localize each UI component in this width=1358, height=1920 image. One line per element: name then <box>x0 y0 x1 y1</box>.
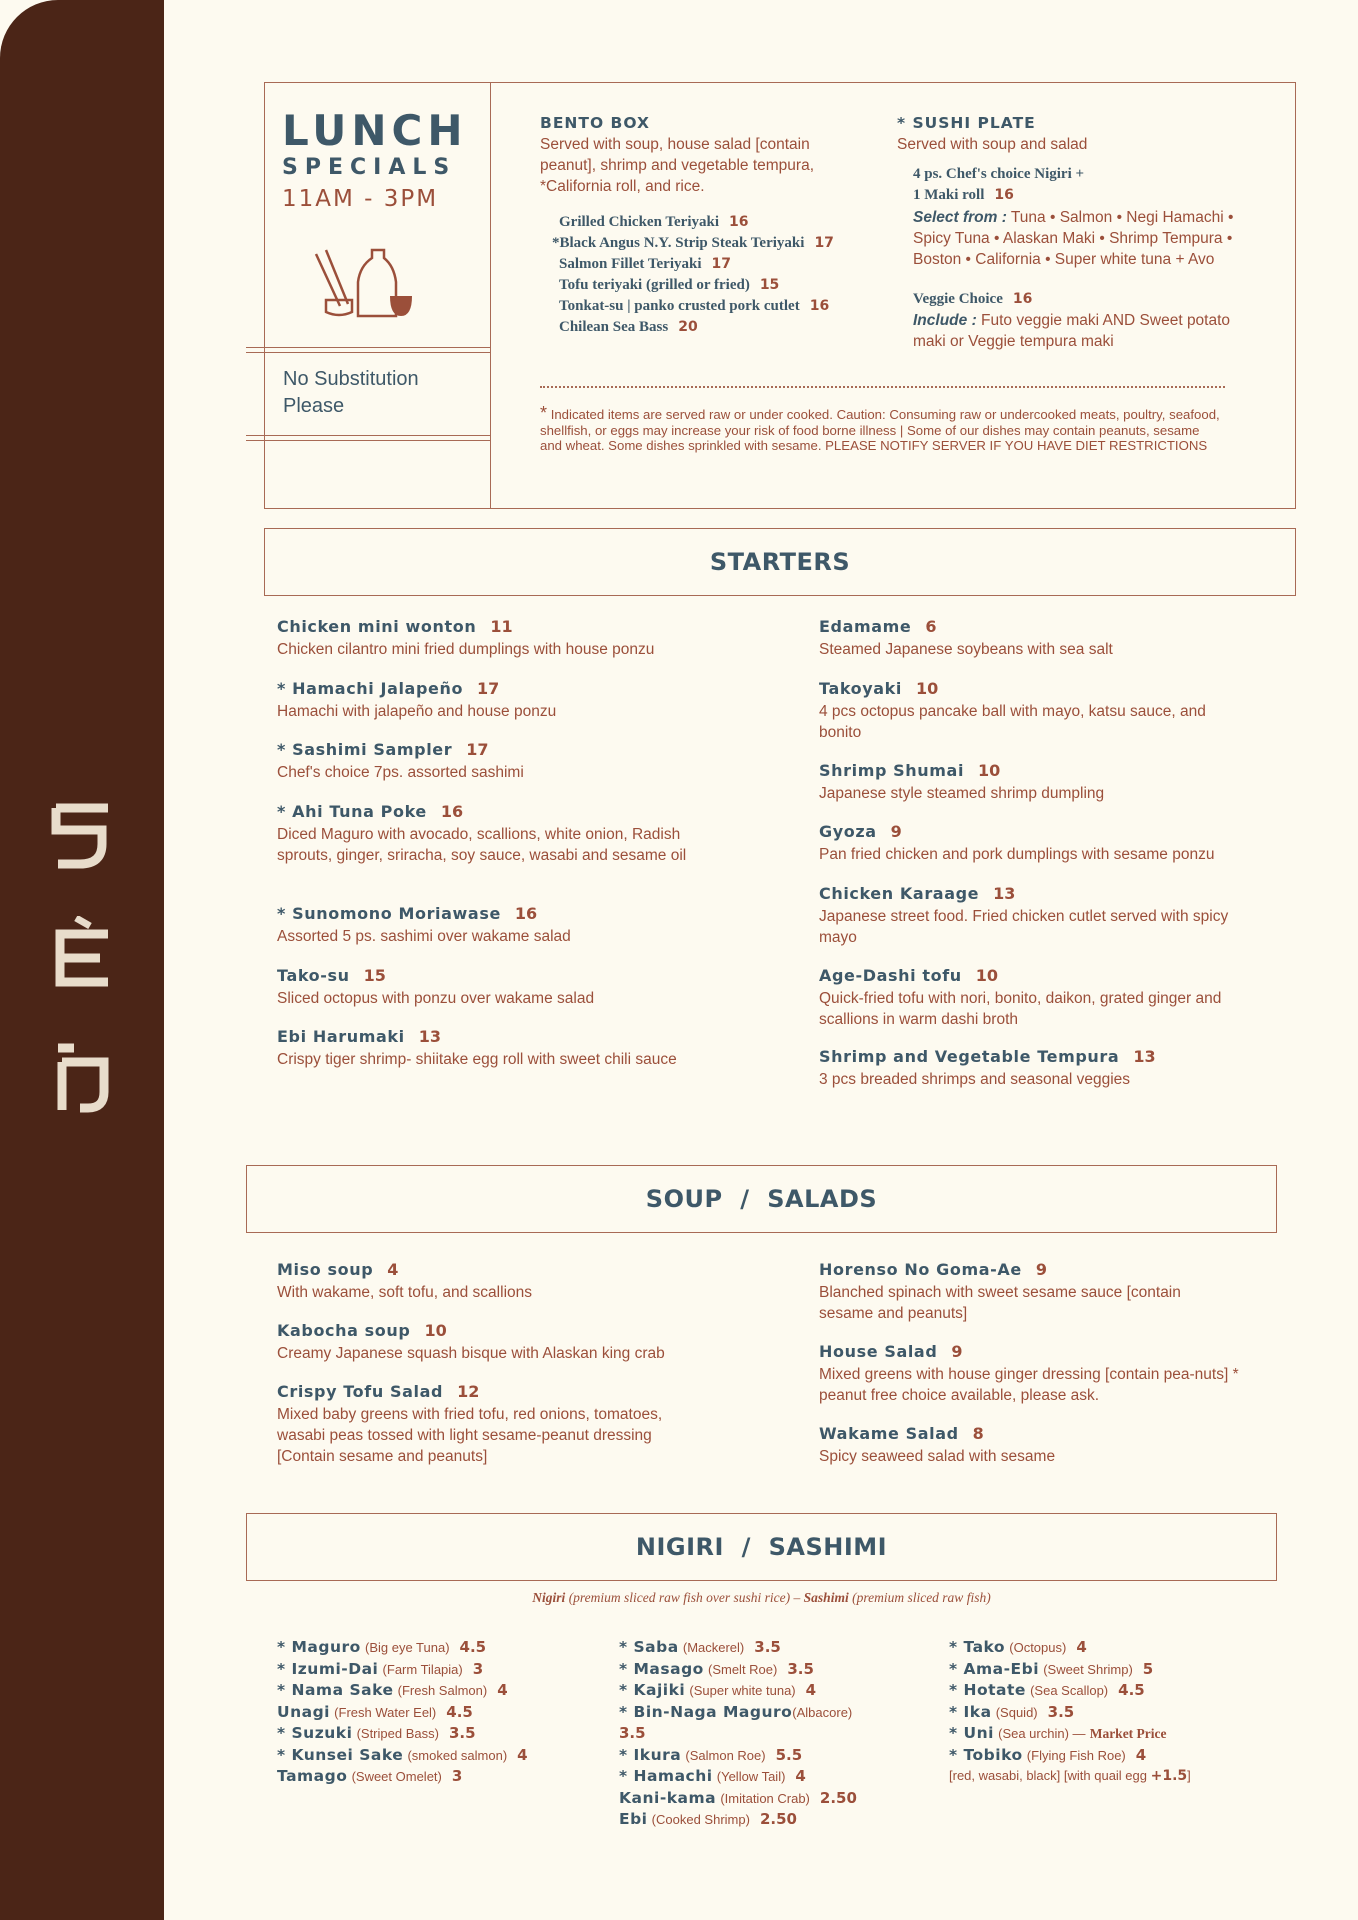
menu-item: * Sashimi Sampler 17 Chef's choice 7ps. assorted sashimi <box>277 740 524 781</box>
menu-item: * Sunomono Moriawase 16 Assorted 5 ps. sashimi over wakame salad <box>277 904 571 945</box>
bento-item: *Black Angus N.Y. Strip Steak Teriyaki 17 <box>552 235 834 251</box>
bento-desc: Served with soup, house salad [contain peanut], shrimp and vegetable tempura, *California roll, and rice. <box>540 136 815 195</box>
sake-illustration-icon <box>310 246 414 320</box>
menu-item: Shrimp and Vegetable Tempura 13 3 pcs breaded shrimps and seasonal veggies <box>819 1047 1156 1088</box>
nigiri-item: * Tako (Octopus) 4 <box>949 1638 1087 1656</box>
nigiri-column-2 <box>619 1637 939 1831</box>
soup-salads-header: SOUP / SALADS <box>246 1165 1277 1233</box>
nigiri-column-3 <box>949 1637 1249 1787</box>
bento-box-section <box>540 114 840 197</box>
sushi-plate-line: 1 Maki roll 16 <box>913 187 1014 203</box>
menu-item: Chicken mini wonton 11 Chicken cilantro mini fried dumplings with house ponzu <box>277 617 655 658</box>
bento-item: Tonkat-su | panko crusted pork cutlet 16 <box>559 298 830 314</box>
menu-item: Chicken Karaage 13 Japanese street food. Fried chicken cutlet served with spicy mayo <box>819 884 1229 946</box>
nigiri-column-1 <box>277 1637 577 1788</box>
nigiri-item: Unagi (Fresh Water Eel) 4.5 <box>277 1702 473 1721</box>
nigiri-item: * Izumi-Dai (Farm Tilapia) 3 <box>277 1659 484 1678</box>
sushi-plate-section <box>897 114 1237 155</box>
nigiri-item: * Ikura (Salmon Roe) 5.5 <box>619 1745 803 1764</box>
nigiri-item: 3.5 <box>619 1724 646 1742</box>
bento-item: Salmon Fillet Teriyaki 17 <box>559 256 731 272</box>
nigiri-item: * Ika (Squid) 3.5 <box>949 1702 1075 1721</box>
nigiri-item: * Hotate (Sea Scallop) 4.5 <box>949 1681 1145 1699</box>
bento-items <box>552 212 912 338</box>
bento-item: Tofu teriyaki (grilled or fried) 15 <box>559 277 780 293</box>
raw-food-disclaimer: * Indicated items are served raw or under cooked. Caution: Consuming raw or undercooked meats, poultry, seafood, shellfish, or eggs may increase your risk of food borne illness | Some of our dishes may contain peanuts, sesame and wheat. Some dishes sprinkled with sesame. PLEASE NOTIFY SERVER IF YOU HAVE DIET RESTRICTIONS <box>540 403 1220 453</box>
nigiri-item: Kani-kama (Imitation Crab) 2.50 <box>619 1788 857 1807</box>
sushi-plate-details <box>913 164 1243 352</box>
menu-item: * Hamachi Jalapeño 17 Hamachi with jalapeño and house ponzu <box>277 679 557 720</box>
menu-item: Horenso No Goma-Ae 9 Blanched spinach with sweet sesame sauce [contain sesame and peanuts] <box>819 1260 1181 1322</box>
menu-item: Edamame 6 Steamed Japanese soybeans with sea salt <box>819 617 1113 658</box>
nigiri-item: * Ama-Ebi (Sweet Shrimp) 5 <box>949 1659 1154 1678</box>
menu-item: Crispy Tofu Salad 12 Mixed baby greens with fried tofu, red onions, tomatoes, wasabi peas tossed with light sesame-peanut dressing [Contain sesame and peanuts] <box>277 1382 663 1465</box>
nigiri-item: * Kunsei Sake (smoked salmon) 4 <box>277 1745 528 1764</box>
nigiri-subtitle: Nigiri (premium sliced raw fish over sushi rice) – Sashimi (premium sliced raw fish) <box>532 1590 991 1605</box>
menu-item: Miso soup 4 With wakame, soft tofu, and scallions <box>277 1260 533 1301</box>
menu-item: Kabocha soup 10 Creamy Japanese squash bisque with Alaskan king crab <box>277 1321 665 1362</box>
nigiri-item: * Maguro (Big eye Tuna) 4.5 <box>277 1638 487 1656</box>
nigiri-item: * Nama Sake (Fresh Salmon) 4 <box>277 1681 508 1699</box>
bento-item: Chilean Sea Bass 20 <box>559 319 698 335</box>
menu-item: Tako-su 15 Sliced octopus with ponzu over wakame salad <box>277 966 595 1007</box>
nigiri-sashimi-header: NIGIRI / SASHIMI <box>246 1513 1277 1581</box>
nigiri-item: * Hamachi (Yellow Tail) 4 <box>619 1767 806 1785</box>
sushi-plate-select: Select from : Tuna • Salmon • Negi Hamachi • Spicy Tuna • Alaskan Maki • Shrimp Tempura • Boston • California • Super white tuna + Avo <box>913 209 1234 268</box>
menu-item: Age-Dashi tofu 10 Quick-fried tofu with nori, bonito, daikon, grated ginger and scallions in warm dashi broth <box>819 966 1222 1028</box>
tobiko-note: [red, wasabi, black] [with quail egg +1.5] <box>949 1768 1191 1784</box>
menu-item: Takoyaki 10 4 pcs octopus pancake ball with mayo, katsu sauce, and bonito <box>819 679 1206 741</box>
veggie-include: Include : Futo veggie maki AND Sweet potato maki or Veggie tempura maki <box>913 312 1231 350</box>
sushi-plate-desc: Served with soup and salad <box>897 136 1088 153</box>
menu-item: Ebi Harumaki 13 Crispy tiger shrimp- shiitake egg roll with sweet chili sauce <box>277 1027 677 1068</box>
menu-item: Shrimp Shumai 10 Japanese style steamed shrimp dumpling <box>819 761 1105 802</box>
nigiri-item: * Tobiko (Flying Fish Roe) 4 <box>949 1745 1147 1764</box>
menu-item: House Salad 9 Mixed greens with house ginger dressing [contain pea-nuts] * peanut free choice available, please ask. <box>819 1342 1239 1404</box>
bento-item: Grilled Chicken Teriyaki 16 <box>559 214 749 230</box>
sushi-plate-title: * SUSHI PLATE <box>897 114 1036 132</box>
sushi-plate-line: 4 ps. Chef's choice Nigiri + <box>913 166 1085 182</box>
menu-item: * Ahi Tuna Poke 16 Diced Maguro with avocado, scallions, white onion, Radish sprouts, ginger, sriracha, soy sauce, wasabi and sesame oil <box>277 802 687 864</box>
menu-item: Gyoza 9 Pan fried chicken and pork dumplings with sesame ponzu <box>819 822 1215 863</box>
veggie-choice: Veggie Choice 16 <box>913 291 1033 307</box>
nigiri-item: * Uni (Sea urchin) — Market Price <box>949 1724 1167 1742</box>
nigiri-item: * Saba (Mackerel) 3.5 <box>619 1638 781 1656</box>
nigiri-item: * Kajiki (Super white tuna) 4 <box>619 1681 817 1699</box>
lunch-title: LUNCH SPECIALS 11AM - 3PM <box>282 106 468 212</box>
menu-item: Wakame Salad 8 Spicy seaweed salad with sesame <box>819 1424 1056 1465</box>
nigiri-item: Tamago (Sweet Omelet) 3 <box>277 1767 463 1785</box>
starters-header: STARTERS <box>264 528 1296 596</box>
lunch-divider <box>490 82 491 509</box>
no-substitution-note: No Substitution Please <box>283 368 419 417</box>
nigiri-item: * Bin-Naga Maguro(Albacore) <box>619 1702 853 1721</box>
dotted-divider <box>540 386 1225 388</box>
nigiri-item: * Masago (Smelt Roe) 3.5 <box>619 1659 814 1678</box>
nigiri-item: Ebi (Cooked Shrimp) 2.50 <box>619 1810 797 1828</box>
bento-title: BENTO BOX <box>540 114 650 132</box>
nigiri-item: * Suzuki (Striped Bass) 3.5 <box>277 1724 476 1742</box>
